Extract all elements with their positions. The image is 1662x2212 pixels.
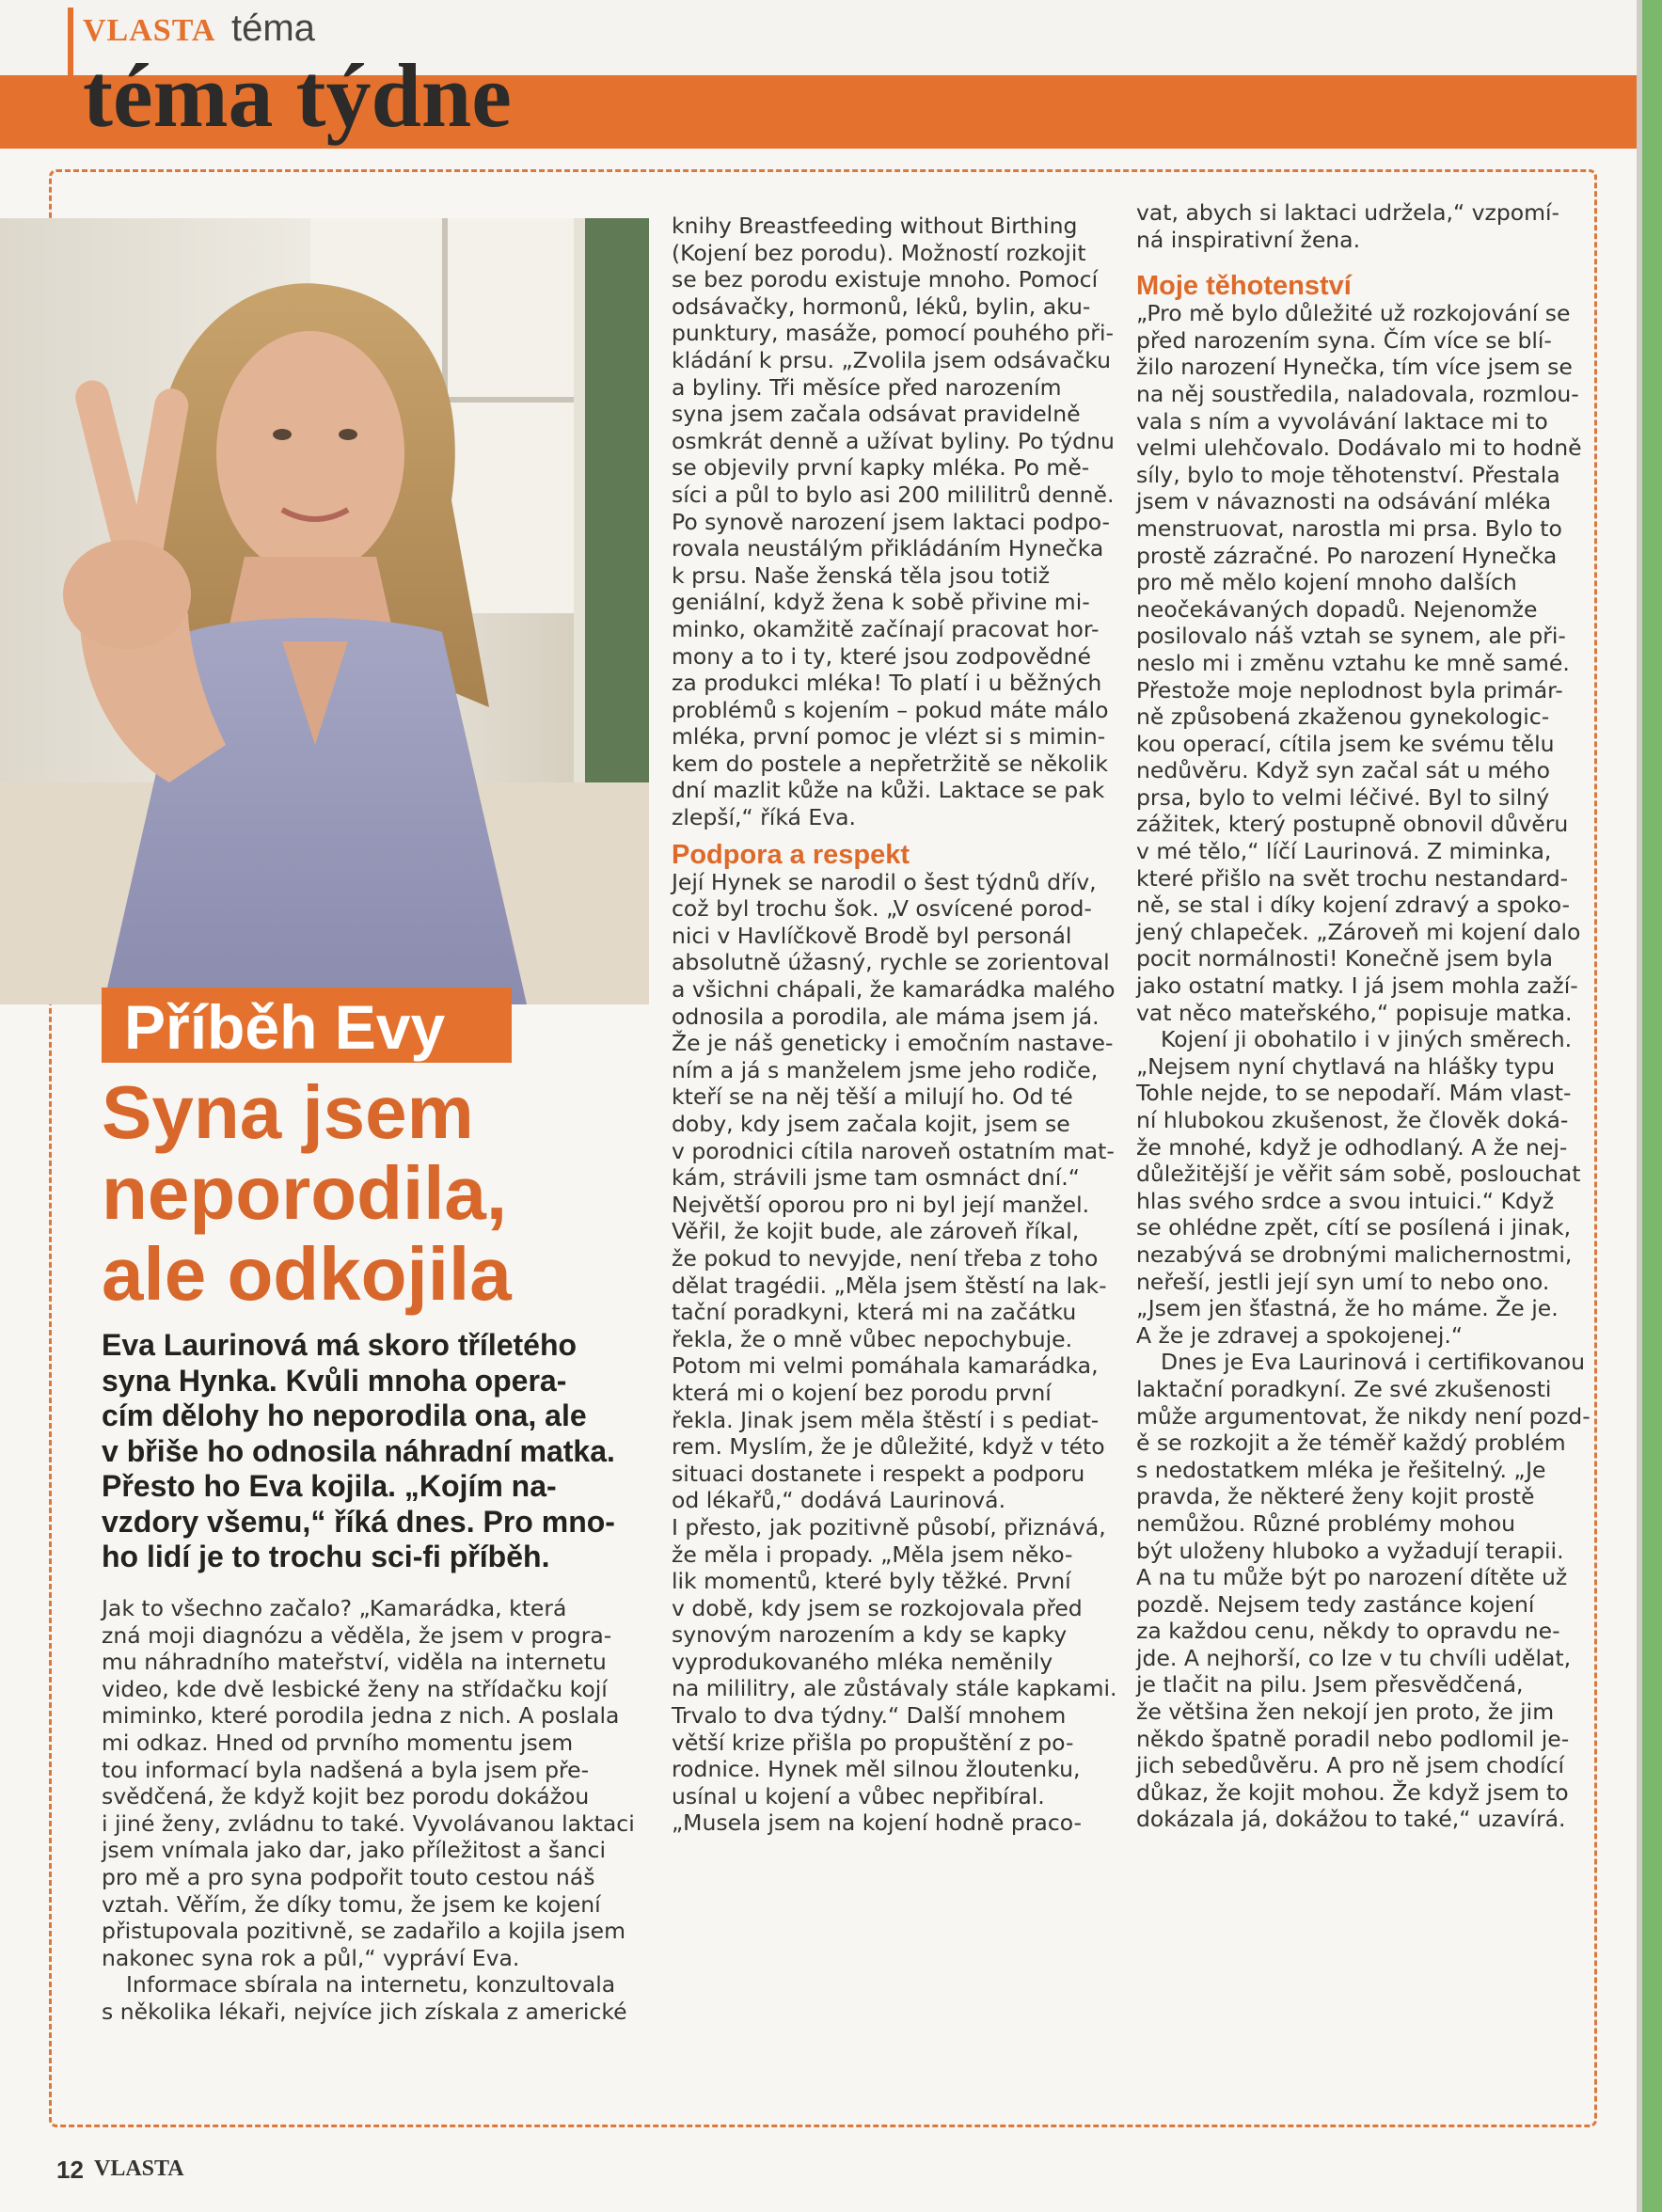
column-3-line: „Nejsem nyní chytlavá na hlášky typu xyxy=(1136,1052,1556,1080)
column-2-line: minko, okamžitě začínají pracovat hor- xyxy=(672,615,1100,642)
column-2-line: že měla i propady. „Měla jsem něko- xyxy=(672,1540,1073,1568)
column-3-line: neslo mi i změnu vztahu ke mně samé. xyxy=(1136,649,1570,676)
column-3-line: může argumentovat, že nikdy není pozd- xyxy=(1136,1402,1591,1430)
masthead-topic: téma xyxy=(231,8,315,49)
column-2-line: což byl trochu šok. „V osvícené porod- xyxy=(672,895,1092,923)
story-kicker-text: Příběh Evy xyxy=(124,992,446,1062)
column-2-line: „Musela jsem na kojení hodně praco- xyxy=(672,1809,1083,1837)
column-3-line: za každou cenu, někdy to opravdu ne- xyxy=(1136,1618,1560,1645)
column-2-line: v porodnici cítila naroveň ostatním mat- xyxy=(672,1137,1115,1164)
column-3-line: důležitější je věřit sám sobě, poslouchat xyxy=(1136,1161,1581,1188)
column-2-line: situaci dostanete i respekt a podporu xyxy=(672,1460,1085,1487)
column-3-line: ní hlubokou zkušenost, že člověk doká- xyxy=(1136,1107,1569,1133)
column-2-line: kládání k prsu. „Zvolila jsem odsávačku xyxy=(672,346,1112,373)
column-2-line: absolutně úžasný, rychle se zorientoval xyxy=(672,949,1110,976)
column-1 xyxy=(102,1595,647,2026)
column-2-line: větší krize přišla po propuštění z po- xyxy=(672,1729,1074,1756)
column-3-line: A že je zdravej a spokojenej.“ xyxy=(1136,1321,1464,1349)
column-3-line: neřeší, jestli její syn umí to nebo ono. xyxy=(1136,1268,1550,1295)
column-1-line: mi odkaz. Hned od prvního momentu jsem xyxy=(102,1729,574,1756)
column-3-line: důkaz, že kojit mohou. Že když jsem to xyxy=(1136,1778,1569,1806)
column-2-line: rem. Myslím, že je důležité, když v této xyxy=(672,1433,1105,1461)
column-3-line: jako ostatní matky. I já jsem mohla zaží- xyxy=(1136,972,1578,1000)
column-1-line: mu náhradního mateřství, viděla na internetu xyxy=(102,1649,607,1676)
column-3-line: zážitek, který postupně obnovil důvěru xyxy=(1136,811,1569,838)
column-3-line: v mé tělo,“ líčí Laurinová. Z miminka, xyxy=(1136,838,1552,865)
column-2-line: na mililitry, ale zůstávaly stále kapkami. xyxy=(672,1675,1117,1702)
column-2-line: syna jsem začala odsávat pravidelně xyxy=(672,401,1081,428)
column-3-line: s nedostatkem mléka je řešitelný. „Je xyxy=(1136,1456,1546,1483)
column-2-line: Trvalo to dva týdny.“ Další mnohem xyxy=(672,1702,1067,1730)
column-3-line: nezabývá se drobnými malichernostmi, xyxy=(1136,1240,1573,1268)
column-3-line: pocit normálnosti! Konečně jsem byla xyxy=(1136,945,1553,972)
masthead-accent-rule xyxy=(68,8,73,149)
column-3-line: Kojení ji obohatilo i v jiných směrech. xyxy=(1161,1026,1573,1053)
lede-line: vzdory všemu,“ říká dnes. Pro mno- xyxy=(102,1504,615,1539)
column-2-line: kteří se na něj těší a milují ho. Od té xyxy=(672,1083,1073,1111)
lede-line: syna Hynka. Kvůli mnoha opera- xyxy=(102,1363,567,1398)
column-3-line: jich sebedůvěru. A pro ně jsem chodící xyxy=(1136,1752,1565,1779)
footer-brand: VLASTA xyxy=(94,2157,184,2181)
headline-line: neporodila, xyxy=(102,1151,508,1235)
column-2-line: síci a půl to bylo asi 200 mililitrů denně. xyxy=(672,481,1115,508)
column-2-line: knihy Breastfeeding without Birthing xyxy=(672,213,1078,239)
column-2-line: kem do postele a nepřetržitě se několik xyxy=(672,750,1108,777)
column-3-line: jde. A nejhorší, co lze v tu chvíli udělat, xyxy=(1136,1644,1572,1671)
column-3-line: se ohlédne zpět, cítí se posílená i jinak, xyxy=(1136,1214,1572,1241)
column-1-line: zná moji diagnózu a věděla, že jsem v progra- xyxy=(102,1621,612,1649)
lede-line: Eva Laurinová má skoro tříletého xyxy=(102,1328,578,1362)
section-title: téma týdne xyxy=(83,45,512,146)
column-3-line: kou operací, cítila jsem ke svému tělu xyxy=(1136,730,1555,757)
column-2-line: problémů s kojením – pokud máte málo xyxy=(672,696,1109,723)
column-2-line: punktury, masáže, pomocí pouhého při- xyxy=(672,320,1114,347)
column-3-line: velmi ulehčovalo. Dodávalo mi to hodně xyxy=(1136,434,1582,462)
column-2-line: odnosila a porodila, ale máma jsem já. xyxy=(672,1003,1100,1030)
column-3-line: že mnohé, když je odhodlaný. A že nej- xyxy=(1136,1133,1568,1161)
page-number: 12 xyxy=(56,2156,84,2184)
lede-line: Přesto ho Eva kojila. „Kojím na- xyxy=(102,1469,557,1503)
column-3-line: pro mě mělo kojení mnoho dalších xyxy=(1136,569,1517,596)
column-3-line: být uloženy hluboko a vyžadují terapii. xyxy=(1136,1537,1564,1564)
column-3 xyxy=(1136,199,1591,1833)
column-3-line: pravda, že některé ženy kojit prostě xyxy=(1136,1483,1535,1510)
column-3-line: žilo narození Hynečka, tím více jsem se xyxy=(1136,354,1573,381)
column-3-line: je tlačit na pilu. Jsem přesvědčená, xyxy=(1136,1671,1524,1698)
subheading-pregnancy: Moje těhotenství xyxy=(1136,271,1352,302)
column-3-line: že většina žen nekojí jen proto, že jim xyxy=(1136,1698,1555,1726)
column-2-line: lik momentů, které byly těžké. První xyxy=(672,1568,1071,1595)
column-3-line: Přestože moje neplodnost byla primár- xyxy=(1136,676,1563,703)
headline xyxy=(102,1072,647,1315)
column-2-line: řekla, že o mně vůbec nepochybuje. xyxy=(672,1325,1073,1352)
column-1-line: svědčená, že když kojit bez porodu dokážou xyxy=(102,1783,590,1810)
column-2-line: dělat tragédii. „Měla jsem štěstí na lak- xyxy=(672,1272,1107,1299)
column-2-line: a byliny. Tři měsíce před narozením xyxy=(672,373,1062,401)
column-1-line: Informace sbírala na internetu, konzultovala xyxy=(126,1971,616,1999)
column-3-line: nedůvěru. Když syn začal sát u mého xyxy=(1136,757,1550,784)
column-3-line: někdo špatně poradil nebo podlomil je- xyxy=(1136,1725,1570,1752)
lede-line: cím dělohy ho neporodila ona, ale xyxy=(102,1398,587,1432)
column-3-line: Dnes je Eva Laurinová i certifikovanou xyxy=(1161,1349,1586,1376)
lede-line: ho lidí je to trochu sci-fi příběh. xyxy=(102,1540,550,1573)
column-2-line: (Kojení bez porodu). Možností rozkojit xyxy=(672,239,1086,266)
column-3-line: „Jsem jen šťastná, že ho máme. Že je. xyxy=(1136,1295,1559,1322)
column-2-line: v době, kdy jsem se rozkojovala před xyxy=(672,1594,1083,1621)
column-1-line: jsem vnímala jako dar, jako příležitost a šanci xyxy=(102,1837,606,1864)
column-2-line: Největší oporou pro ni byl její manžel. xyxy=(672,1191,1090,1218)
column-3-line: hlas svého srdce a svou intuici.“ Když xyxy=(1136,1187,1555,1214)
column-3-line: menstruovat, narostla mi prsa. Bylo to xyxy=(1136,514,1562,542)
headline-line: Syna jsem xyxy=(102,1070,474,1154)
story-kicker xyxy=(102,988,512,1063)
column-3-line: „Pro mě bylo důležité už rozkojování se xyxy=(1136,300,1571,327)
portrait-photo xyxy=(0,218,649,1004)
column-1-line: přistupovala pozitivně, se zadařilo a kojila jsem xyxy=(102,1918,625,1945)
column-3-line: před narozením syna. Čím více se blí- xyxy=(1136,326,1552,354)
column-2-line: která mi o kojení bez porodu první xyxy=(672,1379,1052,1406)
column-2-line: tační poradkyni, která mi na začátku xyxy=(672,1299,1077,1326)
column-3-line: posilovalo náš vztah se synem, ale při- xyxy=(1136,623,1566,650)
subheading-support: Podpora a respekt xyxy=(672,839,910,870)
masthead-band xyxy=(0,0,1637,152)
column-2-line: vyprodukovaného mléka neměnily xyxy=(672,1648,1053,1675)
column-2-line: za produkci mléka! To platí i u běžných xyxy=(672,670,1102,697)
column-2-line: ním a já s manželem jsme jeho rodiče, xyxy=(672,1056,1099,1083)
column-1-line: s několika lékaři, nejvíce jich získala z americké xyxy=(102,1998,627,2025)
column-2-line: kám, strávili jsme tam osmnáct dní.“ xyxy=(672,1164,1080,1192)
column-3-line: dokázala já, dokážou to také,“ uzavírá. xyxy=(1136,1806,1566,1833)
column-3-line: laktační poradkyní. Ze své zkušenosti xyxy=(1136,1375,1552,1402)
lede-line: v břiše ho odnosila náhradní matka. xyxy=(102,1433,615,1468)
masthead-brand: VLASTA xyxy=(83,13,216,48)
column-3-line: na něj soustředila, naladovala, rozmlou- xyxy=(1136,380,1579,407)
column-3-line: prsa, bylo to velmi léčivé. Byl to silný xyxy=(1136,783,1550,811)
column-2 xyxy=(672,213,1132,1837)
column-2-line: osmkrát denně a užívat byliny. Po týdnu xyxy=(672,427,1115,454)
column-2-line: mléka, první pomoc je vlézt si s mimin- xyxy=(672,723,1106,750)
column-1-line: tou informací byla nadšená a byla jsem pře- xyxy=(102,1756,590,1783)
column-2-line: Po synově narození jsem laktaci podpo- xyxy=(672,508,1111,535)
column-2-line: geniální, když žena k sobě přivine mi- xyxy=(672,589,1090,616)
column-1-line: miminko, které porodila jedna z nich. A poslala xyxy=(102,1702,620,1730)
column-1-line: pro mě a pro syna podpořit touto cestou náš xyxy=(102,1863,595,1890)
column-1-line: nakonec syna rok a půl,“ vypráví Eva. xyxy=(102,1944,520,1971)
column-2-line: zlepší,“ říká Eva. xyxy=(672,804,857,831)
column-2-line: Potom mi velmi pomáhala kamarádka, xyxy=(672,1352,1099,1380)
column-3-line: ně způsobená zkaženou gynekologic- xyxy=(1136,703,1550,731)
column-3-line: ně, se stal i díky kojení zdravý a spoko- xyxy=(1136,892,1571,919)
column-2-line: od lékařů,“ dodává Laurinová. xyxy=(672,1487,1006,1514)
column-3-line: síly, bylo to moje těhotenství. Přestala xyxy=(1136,461,1560,488)
column-2-line: odsávačky, hormonů, léků, bylin, aku- xyxy=(672,292,1091,320)
column-3-line: vat něco mateřského,“ popisuje matka. xyxy=(1136,999,1573,1026)
column-3-line: nemůžou. Různé problémy mohou xyxy=(1136,1509,1516,1537)
lede-paragraph xyxy=(102,1328,647,1575)
column-1-line: vztah. Věřím, že díky tomu, že jsem ke kojení xyxy=(102,1890,601,1918)
column-2-line: mony a to i ty, které jsou zodpovědné xyxy=(672,642,1091,670)
column-2-line: dní mazlit kůže na kůži. Laktace se pak xyxy=(672,777,1105,804)
column-2-line: se bez porodu existuje mnoho. Pomocí xyxy=(672,266,1099,293)
column-2-line: Její Hynek se narodil o šest týdnů dřív, xyxy=(672,868,1097,895)
column-3-line: vala s ním a vyvolávání laktace mi to xyxy=(1136,407,1548,434)
column-2-line: rodnice. Hynek měl silnou žloutenku, xyxy=(672,1756,1081,1783)
column-3-line: které přišlo na svět trochu nestandard- xyxy=(1136,864,1569,892)
column-2-line: že pokud to nevyjde, není třeba z toho xyxy=(672,1244,1099,1272)
column-2-line: a všichni chápali, že kamarádka malého xyxy=(672,976,1116,1003)
column-3-line: ě se rozkojit a že téměř každý problém xyxy=(1136,1430,1566,1457)
column-1-line: Jak to všechno začalo? „Kamarádka, která xyxy=(102,1595,567,1621)
column-3-line: A na tu může být po narození dítěte už xyxy=(1136,1564,1568,1591)
column-3-line: vat, abych si laktaci udržela,“ vzpomí- xyxy=(1136,199,1560,226)
column-1-line: i jiné ženy, zvládnu to také. Vyvolávanou laktaci xyxy=(102,1809,635,1837)
column-3-line: ná inspirativní žena. xyxy=(1136,226,1361,253)
column-3-line: Tohle nejde, to se nepodaří. Mám vlast- xyxy=(1136,1080,1572,1107)
column-2-line: rovala neustálým přikládáním Hynečka xyxy=(672,535,1104,562)
column-3-line: prostě zázračné. Po narození Hynečka xyxy=(1136,542,1558,569)
column-3-line: pozdě. Nejsem tedy zastánce kojení xyxy=(1136,1590,1535,1618)
column-2-line: I přesto, jak pozitivně působí, přiznává, xyxy=(672,1513,1106,1540)
column-1-line: video, kde dvě lesbické ženy na střídačku kojí xyxy=(102,1675,608,1702)
column-2-line: usínal u kojení a vůbec nepřibíral. xyxy=(672,1782,1045,1809)
column-2-line: k prsu. Naše ženská těla jsou totiž xyxy=(672,561,1051,589)
column-3-line: jsem v návaznosti na odsávání mléka xyxy=(1136,488,1552,515)
column-2-line: nici v Havlíčkově Brodě byl personál xyxy=(672,922,1072,949)
column-2-line: synovým narozením a kdy se kapky xyxy=(672,1621,1068,1649)
column-2-line: se objevily první kapky mléka. Po mě- xyxy=(672,454,1090,482)
headline-line: ale odkojila xyxy=(102,1232,512,1316)
column-3-line: neočekávaných dopadů. Nejenomže xyxy=(1136,595,1538,623)
column-3-line: jený chlapeček. „Zároveň mi kojení dalo xyxy=(1136,918,1581,945)
column-2-line: řekla. Jinak jsem měla štěstí i s pediat- xyxy=(672,1406,1100,1433)
column-2-line: Věřil, že kojit bude, ale zároveň říkal, xyxy=(672,1218,1080,1245)
adjacent-page-edge xyxy=(1637,0,1662,2212)
column-2-line: doby, kdy jsem začala kojit, jsem se xyxy=(672,1111,1070,1137)
column-2-line: Že je náš geneticky i emočním nastave- xyxy=(672,1030,1114,1057)
